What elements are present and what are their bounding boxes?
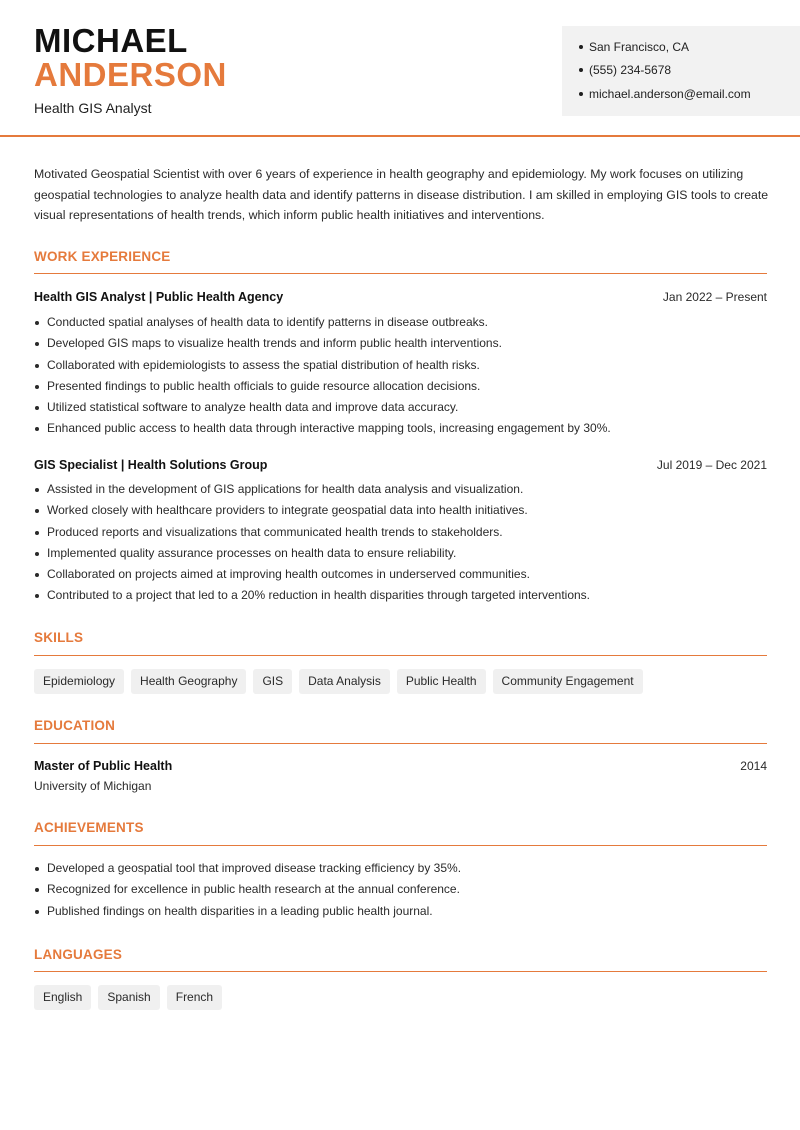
skill-chip: Community Engagement xyxy=(493,669,643,694)
section-divider xyxy=(34,273,767,274)
list-item: Developed GIS maps to visualize health trends and inform public health interventions. xyxy=(34,333,774,354)
list-item: Developed a geospatial tool that improved disease tracking efficiency by 35%. xyxy=(34,858,774,879)
achievements-list xyxy=(34,858,774,922)
skill-chip: Epidemiology xyxy=(34,669,124,694)
section-title-education: EDUCATION xyxy=(34,718,116,733)
skill-chip: Health Geography xyxy=(131,669,246,694)
education-school: University of Michigan xyxy=(34,779,152,793)
list-item: Presented findings to public health officials to guide resource allocation decisions. xyxy=(34,376,774,397)
job-heading xyxy=(34,458,767,473)
contact-location: San Francisco, CA xyxy=(579,40,689,54)
job-bullets xyxy=(34,479,774,607)
section-divider xyxy=(34,845,767,846)
job-role: GIS Specialist | Health Solutions Group xyxy=(34,458,268,472)
language-chip: English xyxy=(34,985,91,1010)
list-item: Produced reports and visualizations that communicated health trends to stakeholders. xyxy=(34,522,774,543)
language-chip: Spanish xyxy=(98,985,159,1010)
skill-chip: GIS xyxy=(253,669,292,694)
job-dates: Jan 2022 – Present xyxy=(662,290,767,304)
education-degree: Master of Public Health xyxy=(34,759,173,773)
skill-chip: Public Health xyxy=(397,669,486,694)
bullet-icon xyxy=(579,92,583,96)
last-name: ANDERSON xyxy=(34,56,227,93)
section-title-skills: SKILLS xyxy=(34,630,84,645)
bullet-icon xyxy=(579,45,583,49)
section-divider xyxy=(34,971,767,972)
language-chip: French xyxy=(167,985,222,1010)
skill-chip: Data Analysis xyxy=(299,669,390,694)
list-item: Assisted in the development of GIS applications for health data analysis and visualization. xyxy=(34,479,774,500)
job-bullets xyxy=(34,312,774,440)
list-item: Utilized statistical software to analyze health data and improve data accuracy. xyxy=(34,397,774,418)
contact-box xyxy=(562,26,800,116)
first-name: MICHAEL xyxy=(34,22,188,59)
section-title-work-experience: WORK EXPERIENCE xyxy=(34,249,171,264)
section-divider xyxy=(34,743,767,744)
summary-paragraph: Motivated Geospatial Scientist with over 6 years of experience in health geography and epidemiology. My work focuses on utilizing geospatial technologies to analyze health data and identify patterns in disease distribution. I am skilled in employing GIS tools to create visual representations of health trends, which inform public health initiatives and interventions. xyxy=(34,167,769,222)
contact-email: michael.anderson@email.com xyxy=(579,87,751,101)
resume-header xyxy=(0,0,800,137)
contact-phone: (555) 234-5678 xyxy=(579,63,671,77)
languages-list xyxy=(34,985,222,1010)
list-item: Implemented quality assurance processes on health data to ensure reliability. xyxy=(34,543,774,564)
list-item: Contributed to a project that led to a 20% reduction in health disparities through targeted interventions. xyxy=(34,585,774,606)
list-item: Published findings on health disparities in a leading public health journal. xyxy=(34,901,774,922)
list-item: Recognized for excellence in public health research at the annual conference. xyxy=(34,879,774,900)
job-role: Health GIS Analyst | Public Health Agency xyxy=(34,290,284,304)
job-title: Health GIS Analyst xyxy=(34,100,152,116)
list-item: Collaborated with epidemiologists to assess the spatial distribution of health risks. xyxy=(34,355,774,376)
section-title-achievements: ACHIEVEMENTS xyxy=(34,820,144,835)
section-divider xyxy=(34,655,767,656)
list-item: Enhanced public access to health data through interactive mapping tools, increasing engagement by 30%. xyxy=(34,418,774,439)
job-heading xyxy=(34,290,767,305)
list-item: Worked closely with healthcare providers to integrate geospatial data into health initiatives. xyxy=(34,500,774,521)
list-item: Collaborated on projects aimed at improving health outcomes in underserved communities. xyxy=(34,564,774,585)
section-title-languages: LANGUAGES xyxy=(34,947,123,962)
education-year: 2014 xyxy=(740,759,767,773)
job-dates: Jul 2019 – Dec 2021 xyxy=(656,458,767,472)
skills-list xyxy=(34,669,643,694)
bullet-icon xyxy=(579,68,583,72)
list-item: Conducted spatial analyses of health data to identify patterns in disease outbreaks. xyxy=(34,312,774,333)
